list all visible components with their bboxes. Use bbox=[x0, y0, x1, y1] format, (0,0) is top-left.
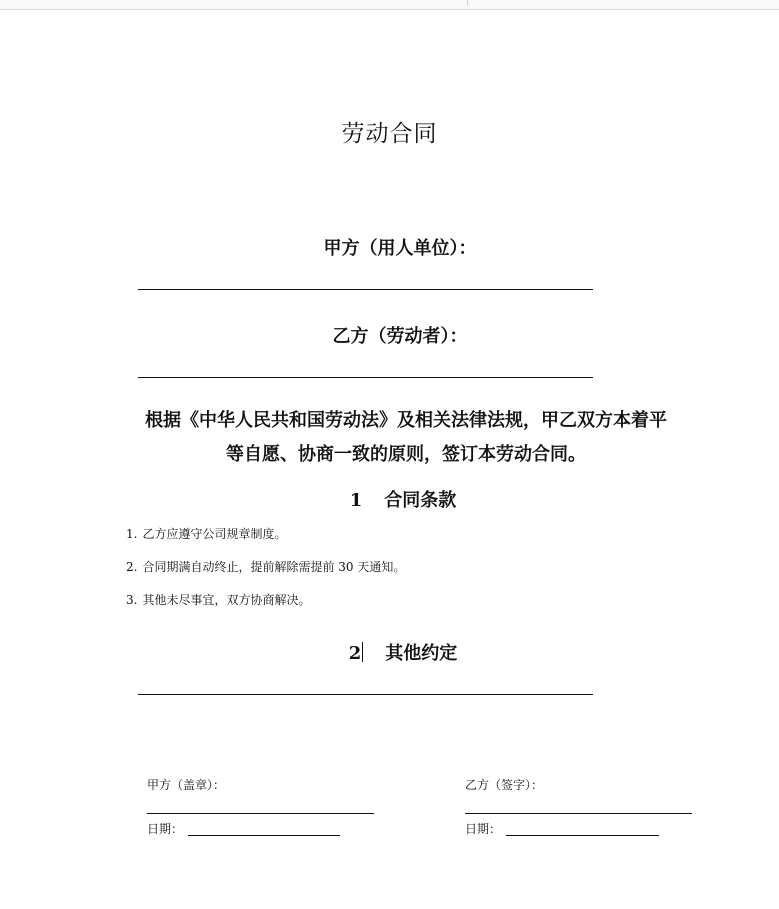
section-2-number bbox=[349, 642, 364, 664]
party-a-fill-line bbox=[138, 289, 593, 290]
party-b-signature-label[interactable]: 乙方（签字）： bbox=[465, 778, 544, 792]
document-title[interactable]: 劳动合同 bbox=[341, 121, 438, 147]
clause-text: 乙方应遵守公司规章制度。 bbox=[142, 527, 287, 541]
clause-list bbox=[126, 526, 405, 625]
text-cursor bbox=[362, 642, 363, 662]
clause-number: 1. bbox=[126, 527, 138, 541]
party-a-seal-line bbox=[147, 813, 374, 814]
clause-text: 其他未尽事宜，双方协商解决。 bbox=[142, 593, 311, 607]
party-b-heading[interactable]: 乙方（劳动者）： bbox=[332, 326, 468, 347]
ruler-tick bbox=[467, 0, 468, 5]
intro-paragraph[interactable] bbox=[96, 404, 716, 472]
section-2-fill-line bbox=[138, 694, 593, 695]
party-b-fill-line bbox=[138, 377, 593, 378]
clause-text: 合同期满自动终止，提前解除需提前 30 天通知。 bbox=[142, 560, 406, 574]
section-2-number-text: 2 bbox=[348, 643, 362, 664]
section-1-heading[interactable] bbox=[0, 486, 779, 512]
list-item[interactable] bbox=[126, 559, 405, 592]
list-item[interactable] bbox=[126, 592, 405, 625]
section-2-heading[interactable] bbox=[0, 639, 779, 665]
party-b-date-label[interactable]: 日期： bbox=[465, 822, 502, 836]
section-1-number: 1 bbox=[349, 490, 363, 511]
list-item[interactable] bbox=[126, 526, 405, 559]
party-a-date-label[interactable]: 日期： bbox=[147, 822, 184, 836]
party-a-seal-label[interactable]: 甲方（盖章）： bbox=[147, 778, 226, 792]
party-a-date-line bbox=[188, 835, 340, 836]
section-1-title: 合同条款 bbox=[384, 490, 457, 511]
party-a-heading[interactable]: 甲方（用人单位）： bbox=[323, 238, 477, 259]
clause-number: 3. bbox=[126, 593, 138, 607]
window-top-border bbox=[0, 0, 779, 10]
intro-line-1: 根据《中华人民共和国劳动法》及相关法律法规，甲乙双方本着平 bbox=[145, 410, 667, 431]
party-b-date-line bbox=[506, 835, 659, 836]
section-2-title: 其他约定 bbox=[385, 643, 458, 664]
clause-number: 2. bbox=[126, 560, 138, 574]
intro-line-2: 等自愿、协商一致的原则，签订本劳动合同。 bbox=[226, 444, 586, 465]
party-b-signature-line bbox=[465, 813, 692, 814]
